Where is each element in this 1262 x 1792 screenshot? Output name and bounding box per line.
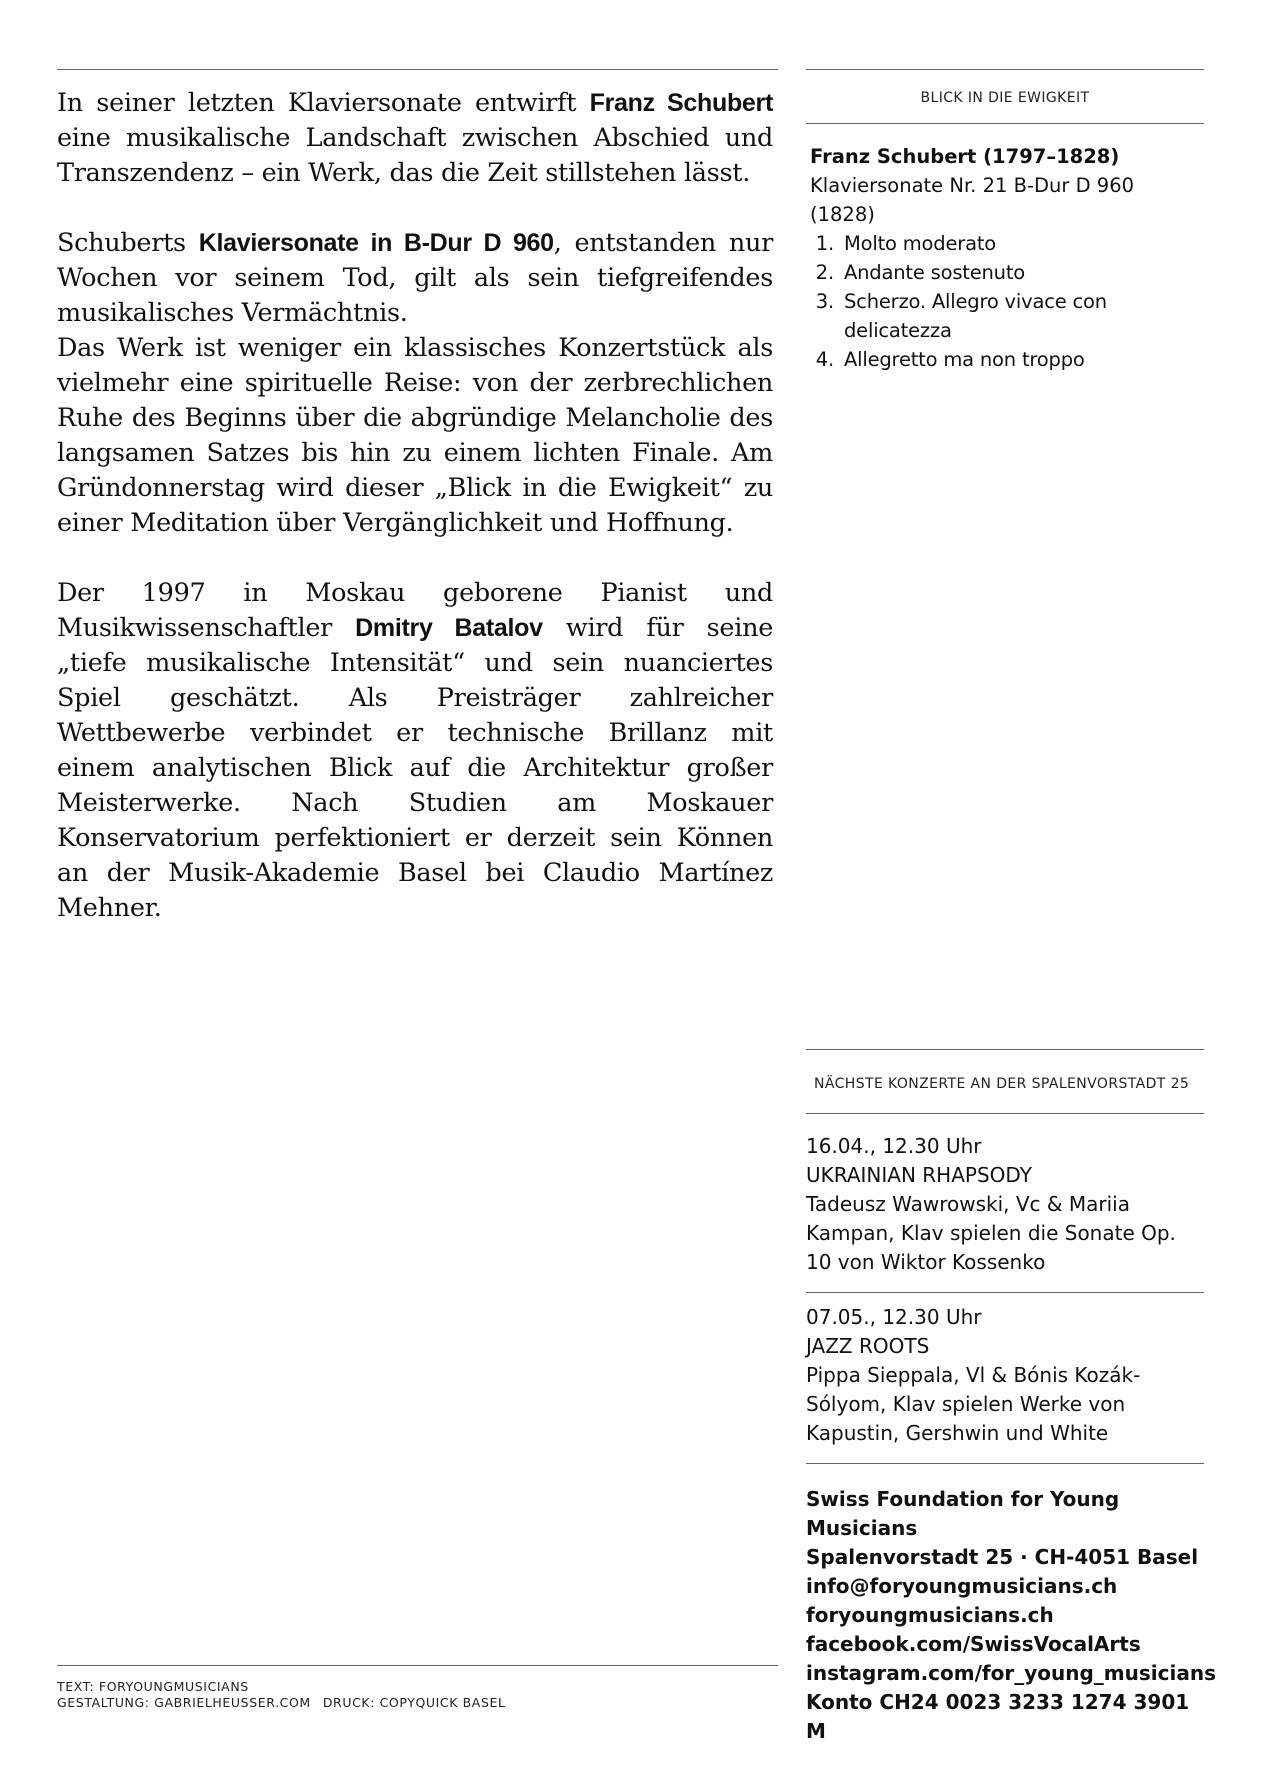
left-footer-rule (57, 1665, 778, 1666)
program-heading: BLICK IN DIE EWIGKEIT (920, 90, 1090, 106)
movement-item: 4. Allegretto ma non troppo (840, 345, 1204, 374)
program (806, 142, 1204, 374)
contact-instagram[interactable]: instagram.com/for_young_musicians (806, 1661, 1216, 1685)
concert-divider-rule (806, 1292, 1204, 1293)
composer-name: Franz Schubert (589, 89, 773, 117)
contact-address: Spalenvorstadt 25 · CH-4051 Basel (806, 1545, 1199, 1569)
concert-1-title: UKRAINIAN RHAPSODY (806, 1163, 1032, 1187)
article-body (57, 86, 773, 926)
intro-paragraph: In seiner letzten Klaviersonate entwirft Franz Schubert eine musikalische Landschaft zwischen Abschied und Transzendenz – ein Werk, das die Zeit stillstehen lässt. (57, 88, 773, 188)
concert-1-date: 16.04., 12.30 Uhr (806, 1134, 982, 1158)
pianist-name: Dmitry Batalov (355, 614, 543, 642)
credits (57, 1679, 777, 1711)
contact-website[interactable]: foryoungmusicians.ch (806, 1603, 1054, 1627)
right-top-rule (806, 69, 1204, 70)
contact-block (806, 1485, 1216, 1746)
contact-org: Swiss Foundation for Young Musicians (806, 1487, 1120, 1540)
contact-top-rule (806, 1463, 1204, 1464)
next-heading-rule (806, 1113, 1204, 1114)
program-heading-rule (806, 123, 1204, 124)
concert-1-details: Tadeusz Wawrowski, Vc & Mariia Kampan, Klav spielen die Sonate Op. 10 von Wiktor Kossenko (806, 1192, 1176, 1274)
concert-2-title: JAZZ ROOTS (806, 1334, 930, 1358)
contact-account: Konto CH24 0023 3233 1274 3901 M (806, 1690, 1190, 1743)
movement-item: 1. Molto moderato (840, 229, 1204, 258)
movement-item: 2. Andante sostenuto (840, 258, 1204, 287)
left-top-rule (57, 69, 778, 70)
contact-email[interactable]: info@foryoungmusicians.ch (806, 1574, 1118, 1598)
work-title: Klaviersonate in B-Dur D 960 (198, 229, 554, 257)
concert-2-date: 07.05., 12.30 Uhr (806, 1305, 982, 1329)
program-composer: Franz Schubert (1797–1828) (810, 145, 1120, 168)
program-work: Klaviersonate Nr. 21 B-Dur D 960 (1828) (810, 174, 1135, 226)
bio-paragraph: Der 1997 in Moskau geborene Pianist und Musikwissenschaftler Dmitry Batalov wird für seine „tiefe musikalische Intensität“ und sein nuanciertes Spiel geschätzt. Als Preisträger zahlreicher Wettbewerbe verbindet er technische Brillanz mit einem analytischen Blick auf die Architektur großer Meisterwerke. Nach Studien am Moskauer Konservatorium perfektioniert er derzeit sein Können an der Musik-Akademie Basel bei Claudio Martínez Mehner. (57, 578, 773, 923)
next-top-rule (806, 1049, 1204, 1050)
movement-item: 3. Scherzo. Allegro vivace con delicatezza (840, 287, 1204, 345)
concert-1 (806, 1132, 1204, 1277)
journey-paragraph: Das Werk ist weniger ein klassisches Konzertstück als vielmehr eine spirituelle Reise: von der zerbrechlichen Ruhe des Beginns über die abgründige Melancholie des langsamen Satzes bis hin zu einem lichten Finale. Am Gründonnerstag wird dieser „Blick in die Ewigkeit“ zu einer Meditation über Vergänglichkeit und Hoffnung. (57, 333, 773, 538)
credit-design-print: GESTALTUNG: GABRIELHEUSSER.COM DRUCK: COPYQUICK BASEL (57, 1695, 506, 1710)
concert-2 (806, 1303, 1204, 1448)
work-paragraph: Schuberts Klaviersonate in B-Dur D 960, entstanden nur Wochen vor seinem Tod, gilt als sein tiefgreifendes musikalisches Vermächtnis. (57, 228, 774, 328)
contact-facebook[interactable]: facebook.com/SwissVocalArts (806, 1632, 1141, 1656)
movement-list (806, 229, 1204, 374)
credit-text: TEXT: FORYOUNGMUSICIANS (57, 1679, 249, 1694)
concert-2-details: Pippa Sieppala, Vl & Bónis Kozák-Sólyom, Klav spielen Werke von Kapustin, Gershwin und White (806, 1363, 1141, 1445)
next-concerts-heading: NÄCHSTE KONZERTE AN DER SPALENVORSTADT 25 (814, 1076, 1190, 1092)
